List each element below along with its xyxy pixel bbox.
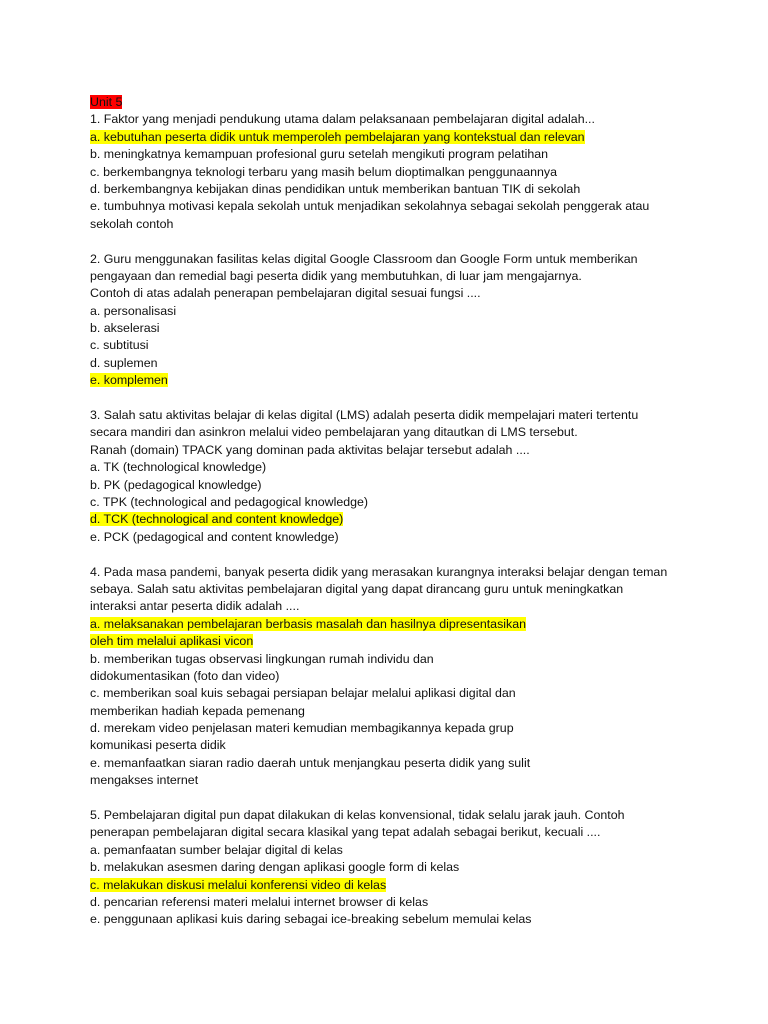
question-2-option-e-answer	[90, 372, 690, 389]
question-4-stem: 4. Pada masa pandemi, banyak peserta didik yang merasakan kurangnya interaksi belajar dengan teman	[90, 564, 668, 579]
question-2-option-b: b. akselerasi	[90, 321, 160, 336]
question-4-option-e: e. memanfaatkan siaran radio daerah untuk menjangkau peserta didik yang sulit	[90, 755, 531, 770]
question-5-option-a: a. pemanfaatan sumber belajar digital di kelas	[90, 842, 343, 857]
spacer	[90, 390, 690, 407]
question-4-option-a-answer	[90, 616, 690, 633]
answer-highlight: a. kebutuhan peserta didik untuk memperoleh pembelajaran yang kontekstual dan relevan	[90, 129, 585, 144]
answer-highlight: oleh tim melalui aplikasi vicon	[90, 634, 254, 649]
question-4-option-d: d. merekam video penjelasan materi kemudian membagikannya kepada grup	[90, 721, 514, 736]
question-4-stem-cont: sebaya. Salah satu aktivitas pembelajaran digital yang dapat dirancang guru untuk meningkatkan	[90, 581, 624, 596]
question-3-stem: 3. Salah satu aktivitas belajar di kelas digital (LMS) adalah peserta didik mempelajari materi tertentu	[90, 408, 639, 423]
question-1-option-c: c. berkembangnya teknologi terbaru yang masih belum dioptimalkan penggunaannya	[90, 164, 558, 179]
question-2-prompt: Contoh di atas adalah penerapan pembelajaran digital sesuai fungsi ....	[90, 286, 481, 301]
question-3-option-a: a. TK (technological knowledge)	[90, 460, 267, 475]
question-1-option-e: e. tumbuhnya motivasi kepala sekolah untuk menjadikan sekolahnya sebagai sekolah penggerak atau	[90, 199, 650, 214]
question-4-option-e-cont: mengakses internet	[90, 773, 199, 788]
question-5-stem-cont: penerapan pembelajaran digital secara klasikal yang tepat adalah sebagai berikut, kecuali ....	[90, 825, 601, 840]
question-5-option-e: e. penggunaan aplikasi kuis daring sebagai ice-breaking sebelum memulai kelas	[90, 912, 532, 927]
question-2-option-d: d. suplemen	[90, 355, 158, 370]
question-2-stem-cont: pengayaan dan remedial bagi peserta didik yang membutuhkan, di luar jam mengajarnya.	[90, 268, 582, 283]
question-4-option-c: c. memberikan soal kuis sebagai persiapan belajar melalui aplikasi digital dan	[90, 686, 516, 701]
spacer	[90, 790, 690, 807]
question-3-prompt: Ranah (domain) TPACK yang dominan pada aktivitas belajar tersebut adalah ....	[90, 442, 530, 457]
question-4-option-a-answer-cont	[90, 633, 690, 650]
question-3	[90, 407, 690, 546]
spacer	[90, 233, 690, 250]
question-5	[90, 807, 690, 929]
question-5-option-d: d. pencarian referensi materi melalui internet browser di kelas	[90, 894, 429, 909]
question-4-option-c-cont: memberikan hadiah kepada pemenang	[90, 703, 305, 718]
question-5-option-b: b. melakukan asesmen daring dengan aplikasi google form di kelas	[90, 860, 460, 875]
question-3-option-b: b. PK (pedagogical knowledge)	[90, 477, 262, 492]
question-4-prompt: interaksi antar peserta didik adalah ....	[90, 599, 300, 614]
question-4-option-b-cont: didokumentasikan (foto dan video)	[90, 668, 280, 683]
answer-highlight: d. TCK (technological and content knowledge)	[90, 512, 344, 527]
question-1-option-a-answer	[90, 129, 690, 146]
answer-highlight: a. melaksanakan pembelajaran berbasis masalah dan hasilnya dipresentasikan	[90, 616, 527, 631]
question-2-option-c: c. subtitusi	[90, 338, 149, 353]
question-2-option-a: a. personalisasi	[90, 303, 177, 318]
question-5-option-c-answer	[90, 877, 690, 894]
question-3-stem-cont: secara mandiri dan asinkron melalui video pembelajaran yang ditautkan di LMS tersebut.	[90, 425, 578, 440]
question-1-stem: 1. Faktor yang menjadi pendukung utama dalam pelaksanaan pembelajaran digital adalah...	[90, 112, 595, 127]
unit-title-line	[90, 94, 690, 111]
unit-title: Unit 5	[90, 95, 123, 109]
question-1-option-d: d. berkembangnya kebijakan dinas pendidikan untuk memberikan bantuan TIK di sekolah	[90, 181, 581, 196]
answer-highlight: c. melakukan diskusi melalui konferensi video di kelas	[90, 877, 387, 892]
question-1-option-b: b. meningkatnya kemampuan profesional guru setelah mengikuti program pelatihan	[90, 147, 549, 162]
question-4-option-d-cont: komunikasi peserta didik	[90, 738, 226, 753]
question-1-option-e-cont: sekolah contoh	[90, 216, 174, 231]
question-1	[90, 111, 690, 233]
question-5-stem: 5. Pembelajaran digital pun dapat dilakukan di kelas konvensional, tidak selalu jarak jauh. Contoh	[90, 808, 625, 823]
question-3-option-d-answer	[90, 511, 690, 528]
document-page	[90, 94, 690, 929]
question-4-option-b: b. memberikan tugas observasi lingkungan rumah individu dan	[90, 651, 434, 666]
question-2	[90, 251, 690, 390]
question-2-stem: 2. Guru menggunakan fasilitas kelas digital Google Classroom dan Google Form untuk memberikan	[90, 251, 638, 266]
question-3-option-e: e. PCK (pedagogical and content knowledge)	[90, 529, 339, 544]
answer-highlight: e. komplemen	[90, 373, 168, 388]
question-3-option-c: c. TPK (technological and pedagogical knowledge)	[90, 494, 369, 509]
spacer	[90, 546, 690, 563]
question-4	[90, 564, 690, 790]
